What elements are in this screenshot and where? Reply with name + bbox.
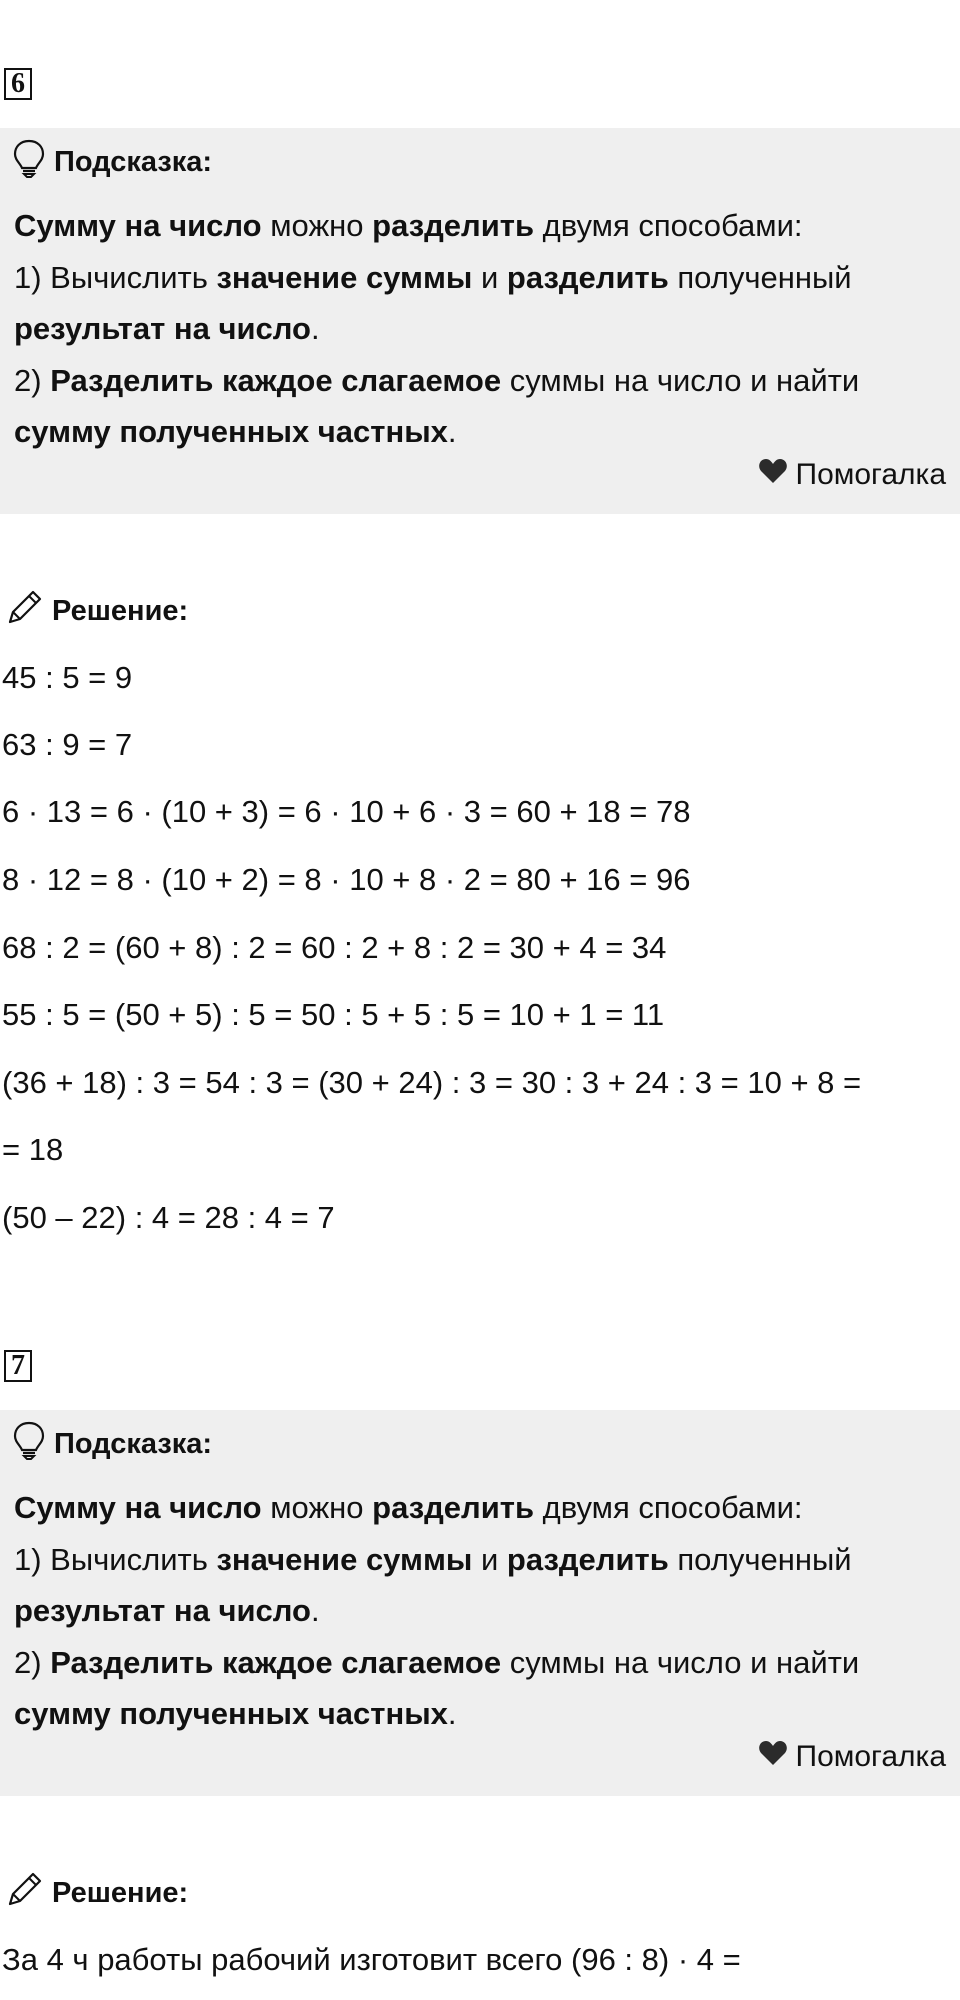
solution-line: За 4 ч работы рабочий изготовит всего (96 : 8) · 4 = bbox=[2, 1942, 741, 1977]
heart-icon bbox=[758, 1740, 788, 1774]
solution-line: 6 · 13 = 6 · (10 + 3) = 6 · 10 + 6 · 3 = 60 + 18 = 78 bbox=[2, 794, 691, 829]
hint-line-5: сумму полученных частных. bbox=[14, 1696, 457, 1731]
solution-header-task-7 bbox=[6, 1870, 188, 1916]
signature bbox=[758, 458, 947, 492]
hint-line-3: результат на число. bbox=[14, 1593, 320, 1628]
task-number-7: 7 bbox=[4, 1350, 32, 1382]
task-number-6: 6 bbox=[4, 68, 32, 100]
solution-line: 68 : 2 = (60 + 8) : 2 = 60 : 2 + 8 : 2 = 30 + 4 = 34 bbox=[2, 930, 667, 965]
hint-text bbox=[14, 200, 946, 458]
lightbulb-icon bbox=[12, 1420, 46, 1468]
hint-title: Подсказка: bbox=[54, 1427, 213, 1460]
solution-line: (50 – 22) : 4 = 28 : 4 = 7 bbox=[2, 1200, 335, 1235]
hint-box-task-6 bbox=[0, 128, 960, 514]
hint-header bbox=[12, 138, 212, 186]
solution-line: = 18 bbox=[2, 1132, 64, 1167]
hint-title: Подсказка: bbox=[54, 145, 213, 178]
hint-line-4: 2) Разделить каждое слагаемое суммы на число и найти bbox=[14, 362, 860, 398]
lightbulb-icon bbox=[12, 138, 46, 186]
hint-line-1: Сумму на число можно разделить двумя способами: bbox=[14, 208, 803, 243]
solution-line: 45 : 5 = 9 bbox=[2, 660, 133, 695]
pencil-icon bbox=[6, 1870, 44, 1916]
hint-header bbox=[12, 1420, 212, 1468]
heart-icon bbox=[758, 458, 788, 492]
solution-title: Решение: bbox=[52, 1876, 189, 1909]
solution-line: (36 + 18) : 3 = 54 : 3 = (30 + 24) : 3 = 30 : 3 + 24 : 3 = 10 + 8 = bbox=[2, 1065, 862, 1100]
hint-line-2: 1) Вычислить значение суммы и разделить полученный bbox=[14, 1541, 852, 1577]
hint-line-5: сумму полученных частных. bbox=[14, 414, 457, 449]
hint-line-2: 1) Вычислить значение суммы и разделить полученный bbox=[14, 259, 852, 295]
hint-line-1: Сумму на число можно разделить двумя способами: bbox=[14, 1490, 803, 1525]
hint-line-3: результат на число. bbox=[14, 311, 320, 346]
signature-text: Помогалка bbox=[795, 1740, 946, 1773]
hint-line-4: 2) Разделить каждое слагаемое суммы на число и найти bbox=[14, 1644, 860, 1680]
solution-line: 63 : 9 = 7 bbox=[2, 727, 133, 762]
hint-box-task-7 bbox=[0, 1410, 960, 1796]
pencil-icon bbox=[6, 588, 44, 634]
signature-text: Помогалка bbox=[795, 458, 946, 491]
solution-title: Решение: bbox=[52, 594, 189, 627]
solution-header-task-6 bbox=[6, 588, 188, 634]
hint-text bbox=[14, 1482, 946, 1740]
signature bbox=[758, 1740, 947, 1774]
solution-line: 55 : 5 = (50 + 5) : 5 = 50 : 5 + 5 : 5 = 10 + 1 = 11 bbox=[2, 997, 665, 1032]
solution-line: 8 · 12 = 8 · (10 + 2) = 8 · 10 + 8 · 2 = 80 + 16 = 96 bbox=[2, 862, 691, 897]
